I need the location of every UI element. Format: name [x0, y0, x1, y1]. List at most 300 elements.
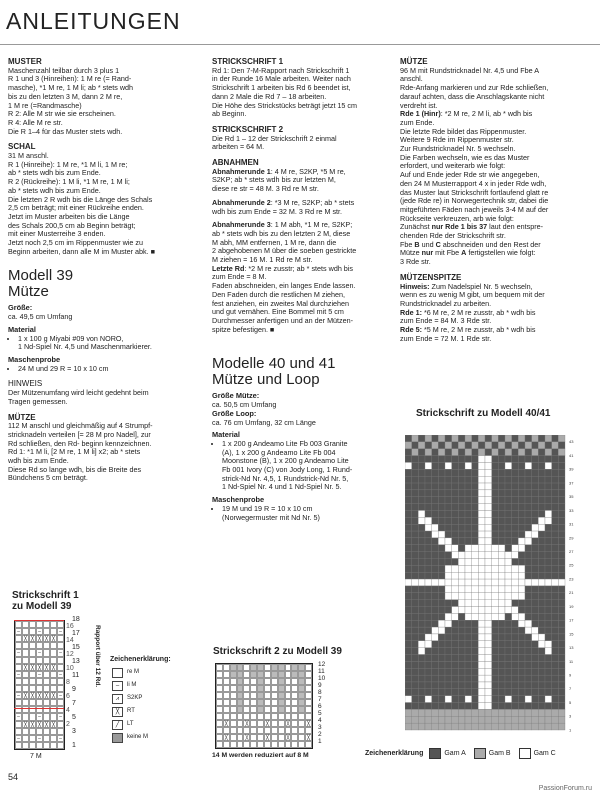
chart2-cell	[223, 671, 230, 678]
text-line: zum Ende = 8 M.	[212, 272, 267, 282]
chart3-cell	[552, 696, 559, 703]
chart3-cell	[512, 668, 519, 675]
chart3-cell	[558, 648, 565, 655]
chart3-cell	[545, 490, 552, 497]
chart3-cell	[465, 661, 472, 668]
chart3-cell	[438, 524, 445, 531]
chart3-cell	[518, 593, 525, 600]
chart2-cell: ╳	[224, 721, 228, 727]
chart1-cell	[15, 664, 22, 671]
chart3-cell	[458, 579, 465, 586]
chart3-cell	[472, 524, 479, 531]
chart3-cell	[498, 517, 505, 524]
chart3-cell	[498, 709, 505, 716]
chart3-cell	[518, 682, 525, 689]
text-line: Diese Rd so lange wdh, bis die Breite des	[8, 464, 142, 474]
chart3-cell	[492, 661, 499, 668]
text-span: *6 M re, 2 M re zusstr, ab * wdh bis	[421, 307, 536, 317]
chart1-row-label: 12	[66, 651, 74, 658]
chart3-cell	[532, 565, 539, 572]
chart3-cell	[405, 531, 412, 538]
chart3-cell	[558, 696, 565, 703]
chart3-cell	[525, 510, 532, 517]
chart3-cell	[478, 709, 485, 716]
text-line: Rd 1: *1 M li, [2 M re, 1 M li] x2; ab * stets	[8, 447, 141, 457]
chart2-row-label: 12	[318, 661, 326, 668]
chart3-cell	[445, 497, 452, 504]
chart3-cell	[452, 607, 459, 614]
chart3-cell	[418, 675, 425, 682]
chart3-cell	[445, 558, 452, 565]
chart3-cell	[525, 456, 532, 463]
chart3-cell	[545, 593, 552, 600]
chart3-cell	[485, 723, 492, 730]
chart3-cell	[412, 435, 419, 442]
text-line: R 4: Alle M re str.	[8, 117, 63, 127]
chart3-cell	[545, 552, 552, 559]
chart3-cell	[465, 476, 472, 483]
chart3-cell	[425, 552, 432, 559]
chart3-cell	[418, 517, 425, 524]
chart3-cell	[545, 469, 552, 476]
chart2-cell	[271, 741, 278, 748]
chart3-cell	[558, 531, 565, 538]
chart3-cell	[538, 675, 545, 682]
chart3-cell	[552, 476, 559, 483]
chart3-cell	[405, 675, 412, 682]
chart3-cell	[432, 565, 439, 572]
chart3-cell	[492, 558, 499, 565]
text-line: Durchmesser anfertigen und an der Mützen-	[212, 315, 354, 325]
chart2-cell	[291, 741, 298, 748]
chart3-cell	[545, 675, 552, 682]
chart3-legend	[365, 748, 556, 759]
text-line: ab * stets wdh bis zum Ende.	[8, 168, 101, 178]
chart3-cell	[518, 709, 525, 716]
legend-row	[112, 731, 171, 744]
chart2-cell	[257, 734, 264, 741]
chart2-cell	[305, 678, 312, 685]
chart3-cell	[465, 696, 472, 703]
chart2-cell	[305, 692, 312, 699]
chart3-cell	[438, 476, 445, 483]
text-line: zum Ende = 84 M. 3 Rde str.	[400, 316, 492, 326]
chart3-cell	[552, 634, 559, 641]
text-line: den 24 M Musterrapport 4 x in jeder Rde wdh,	[400, 178, 547, 188]
chart1-cell	[22, 728, 29, 735]
chart3-cell	[458, 572, 465, 579]
chart3-cell	[405, 538, 412, 545]
chart3-cell	[498, 723, 505, 730]
chart3-cell	[425, 504, 432, 511]
chart3-cell	[545, 682, 552, 689]
chart3-cell	[545, 483, 552, 490]
chart3-cell	[552, 703, 559, 710]
chart3-cell	[445, 483, 452, 490]
chart3-cell	[412, 641, 419, 648]
chart3-cell	[478, 435, 485, 442]
chart3-cell	[538, 634, 545, 641]
chart3-cell	[425, 558, 432, 565]
chart2-cell	[257, 706, 264, 713]
chart3-cell	[532, 579, 539, 586]
chart3-cell	[452, 545, 459, 552]
chart1-cell: ╳	[51, 721, 55, 728]
chart3-cell	[458, 586, 465, 593]
chart3-cell	[432, 545, 439, 552]
text-line: Auf und Ende jeder Rde str wie angegeben,	[400, 170, 540, 180]
chart3-cell	[465, 538, 472, 545]
chart3-cell	[452, 442, 459, 449]
chart3-cell	[452, 689, 459, 696]
chart3-cell	[405, 442, 412, 449]
chart3-cell	[432, 655, 439, 662]
chart3-cell	[478, 476, 485, 483]
chart2-cell	[298, 706, 305, 713]
chart3-cell	[425, 469, 432, 476]
chart3-cell	[552, 456, 559, 463]
chart3-cell	[405, 510, 412, 517]
chart3-cell	[458, 709, 465, 716]
chart3-cell	[485, 682, 492, 689]
chart3-cell	[458, 682, 465, 689]
chart2-cell	[257, 692, 264, 699]
chart1-cell	[15, 728, 22, 735]
chart1-row-label: 6	[66, 693, 70, 700]
chart3-cell	[532, 634, 539, 641]
chart1-cell	[15, 642, 22, 649]
chart2-cell	[250, 734, 257, 741]
chart2-cell	[298, 671, 305, 678]
chart3-cell	[438, 538, 445, 545]
chart3-cell	[472, 723, 479, 730]
chart3-cell	[485, 607, 492, 614]
chart3-cell	[445, 593, 452, 600]
chart1-cell: ╳	[51, 664, 55, 671]
chart3-cell	[445, 709, 452, 716]
chart3-cell	[418, 504, 425, 511]
chart1-cell: –	[57, 692, 64, 699]
chart1-row-label: 9	[72, 686, 76, 693]
chart3-cell	[425, 620, 432, 627]
chart3-cell	[505, 613, 512, 620]
chart3-cell	[405, 709, 412, 716]
chart3-cell	[438, 675, 445, 682]
chart3-cell	[558, 497, 565, 504]
chart3-cell	[445, 504, 452, 511]
chart3-cell	[418, 607, 425, 614]
chart3-row-label: 39	[569, 466, 574, 472]
chart1-legend	[112, 653, 171, 744]
chart3-cell	[478, 586, 485, 593]
chart3-cell	[505, 586, 512, 593]
chart2-cell	[271, 671, 278, 678]
chart3-cell	[525, 572, 532, 579]
chart1-cell	[29, 685, 36, 692]
chart3-cell	[465, 648, 472, 655]
chart3-cell	[518, 435, 525, 442]
maschenprobe-list	[8, 365, 198, 374]
chart3-cell	[525, 627, 532, 634]
chart3-cell	[505, 531, 512, 538]
maschenprobe-item: • 24 M und 29 R = 10 x 10 cm	[18, 365, 198, 374]
chart2-cell	[305, 671, 312, 678]
chart3-cell	[498, 524, 505, 531]
chart3-cell	[558, 600, 565, 607]
chart3-cell	[552, 531, 559, 538]
chart3-cell	[458, 607, 465, 614]
chart1-cell	[50, 728, 57, 735]
chart3-cell	[465, 675, 472, 682]
text-line: M ziehen = 16 M. 1 Rd re M str.	[212, 255, 313, 265]
chart3-cell	[485, 675, 492, 682]
chart3-cell	[492, 497, 499, 504]
chart1-cell	[22, 685, 29, 692]
chart1-cell	[57, 721, 64, 728]
chart1-cell	[29, 671, 36, 678]
chart3-cell	[472, 469, 479, 476]
chart1-cell	[36, 642, 43, 649]
chart3-cell	[558, 634, 565, 641]
chart3-cell	[412, 476, 419, 483]
chart2-cell	[216, 741, 223, 748]
chart3-cell	[525, 613, 532, 620]
legend-row	[112, 692, 171, 705]
text-span: : 1 M abh, *1 M re, S2KP;	[270, 220, 353, 230]
chart3-cell	[498, 627, 505, 634]
chart3-row-label: 35	[569, 494, 574, 500]
chart2-cell	[271, 664, 278, 671]
chart3-cell	[438, 716, 445, 723]
chart2-cell	[257, 678, 264, 685]
chart3-cell	[558, 572, 565, 579]
chart2-cell	[257, 685, 264, 692]
chart2-cell	[223, 727, 230, 734]
text-line: Rückseite verkreuzen, arb wie folgt:	[400, 213, 514, 223]
chart3-cell	[458, 531, 465, 538]
chart3-row-label: 9	[569, 672, 572, 678]
chart3-cell	[405, 476, 412, 483]
chart3-cell	[532, 483, 539, 490]
chart3-cell	[445, 648, 452, 655]
chart3-cell	[458, 675, 465, 682]
text-span: Mütze	[400, 248, 422, 258]
chart2-cell	[250, 685, 257, 692]
chart3-cell	[485, 524, 492, 531]
chart3-cell	[525, 449, 532, 456]
chart3-cell	[485, 600, 492, 607]
text-line: Rd schließen, den Rd- beginn kennzeichnen.	[8, 438, 152, 448]
chart1-cell	[29, 642, 36, 649]
chart1-cell	[22, 742, 29, 749]
chart3-cell	[532, 552, 539, 559]
chart3-cell	[478, 483, 485, 490]
chart3-cell	[512, 634, 519, 641]
text-line: Strickschrift 1 arbeiten bis Rd 6 beendet ist,	[212, 83, 351, 93]
chart2-cell	[305, 664, 312, 671]
chart2-cell	[243, 678, 250, 685]
chart3-cell	[458, 661, 465, 668]
chart1-cell: ╳	[44, 693, 48, 700]
text-span: : *3 M re, S2KP; ab * stets	[270, 197, 355, 207]
chart2-cell	[305, 699, 312, 706]
text-span: Fbe	[400, 239, 415, 249]
chart2-cell	[305, 685, 312, 692]
chart2-cell	[257, 699, 264, 706]
chart3-cell	[425, 627, 432, 634]
chart3-cell	[558, 510, 565, 517]
chart3-cell	[532, 613, 539, 620]
chart3-cell	[438, 641, 445, 648]
text-span: : *2 M re, 2 M li, ab * wdh bis	[440, 109, 533, 119]
chart2-cell	[298, 692, 305, 699]
chart1-cell: ╳	[37, 693, 41, 700]
chart3-cell	[485, 497, 492, 504]
chart3-cell	[452, 517, 459, 524]
chart2-cell	[291, 671, 298, 678]
chart1-cell	[22, 649, 29, 656]
chart3-cell	[458, 504, 465, 511]
chart3-cell	[518, 716, 525, 723]
chart3-cell	[558, 483, 565, 490]
chart3-cell	[412, 524, 419, 531]
chart1-cell	[15, 685, 22, 692]
text-line: arbeiten = 64 M.	[212, 142, 265, 152]
chart3-cell	[438, 579, 445, 586]
chart3-cell	[492, 607, 499, 614]
chart3-cell	[505, 675, 512, 682]
chart3-cell	[485, 579, 492, 586]
chart3-cell	[512, 696, 519, 703]
chart3-cell	[425, 545, 432, 552]
chart3-cell	[412, 504, 419, 511]
chart3-cell	[558, 456, 565, 463]
chart3-cell	[465, 703, 472, 710]
chart3-cell	[445, 661, 452, 668]
chart3-cell	[458, 558, 465, 565]
chart2-cell	[298, 699, 305, 706]
chart1-cell: –	[15, 692, 22, 699]
chart3-cell	[412, 552, 419, 559]
chart3-cell	[505, 709, 512, 716]
chart3-cell	[512, 600, 519, 607]
chart2-cell	[285, 699, 292, 706]
chart1-cell	[29, 699, 36, 706]
chart3-cell	[472, 689, 479, 696]
chart3-cell	[478, 682, 485, 689]
chart2-cell	[230, 706, 237, 713]
chart3-cell	[412, 462, 419, 469]
chart3-row-label: 31	[569, 521, 574, 527]
text-line: masche), *1 M re, 1 M li; ab * stets wdh	[8, 83, 134, 93]
chart3-cell	[558, 538, 565, 545]
chart2-cell	[216, 664, 223, 671]
chart2-cell	[230, 692, 237, 699]
chart2-cell	[216, 685, 223, 692]
chart3-cell	[412, 600, 419, 607]
legend-row	[112, 666, 171, 679]
chart3-cell	[425, 497, 432, 504]
chart2-cell	[291, 664, 298, 671]
chart1-cell	[50, 742, 57, 749]
chart3-cell	[445, 517, 452, 524]
chart3-cell	[438, 565, 445, 572]
chart3-cell	[445, 476, 452, 483]
chart1-cell	[57, 685, 64, 692]
chart1-cell	[22, 621, 29, 628]
chart3-cell	[452, 504, 459, 511]
chart2-cell	[298, 741, 305, 748]
chart3-cell	[532, 655, 539, 662]
chart2-cell	[291, 699, 298, 706]
chart3-cell	[405, 607, 412, 614]
text-line: fest anziehen, ein zweites Mal durchziehen	[212, 298, 350, 308]
chart3-cell	[532, 675, 539, 682]
legend-label: re M	[127, 669, 139, 675]
chart1-cell	[36, 699, 43, 706]
chart2-cell	[298, 727, 305, 734]
chart3-cell	[425, 655, 432, 662]
chart3-cell	[505, 545, 512, 552]
chart3-cell	[492, 572, 499, 579]
chart3-cell	[405, 593, 412, 600]
chart2-cell	[230, 734, 237, 741]
chart2-cell	[257, 671, 264, 678]
chart3-cell	[538, 531, 545, 538]
chart3-cell	[558, 449, 565, 456]
chart2-cell	[223, 713, 230, 720]
chart3-cell	[485, 703, 492, 710]
watermark: PassionForum.ru	[538, 785, 592, 792]
chart3-cell	[512, 716, 519, 723]
chart3-cell	[498, 538, 505, 545]
chart3-cell	[438, 703, 445, 710]
chart1-cell	[50, 649, 57, 656]
chart3-cell	[485, 627, 492, 634]
text-line: (Norwegermuster mit Nd Nr. 5)	[222, 512, 320, 522]
chart3-cell	[472, 545, 479, 552]
chart3-cell	[478, 620, 485, 627]
chart3-cell	[438, 483, 445, 490]
chart2-cell	[237, 692, 244, 699]
chart1-cell: ╳	[30, 721, 34, 728]
text-line: S2KP; ab * stets wdh bis zur letzten M,	[212, 175, 336, 185]
text-line: 112 M anschl und gleichmäßig auf 4 Strumpf-	[8, 421, 153, 431]
chart3-cell	[545, 572, 552, 579]
chart2-cell	[264, 692, 271, 699]
chart2-cell	[278, 734, 285, 741]
chart3-cell	[512, 709, 519, 716]
chart3-cell	[412, 696, 419, 703]
chart3-cell	[558, 524, 565, 531]
chart3-cell	[425, 586, 432, 593]
chart3-cell	[518, 524, 525, 531]
chart3-cell	[472, 648, 479, 655]
chart1-cell	[15, 635, 22, 642]
chart3-cell	[438, 689, 445, 696]
chart2-cell	[298, 685, 305, 692]
chart3-cell	[538, 613, 545, 620]
text-line: 31 M anschl.	[8, 151, 49, 161]
chart3-cell	[412, 675, 419, 682]
chart1-cell: –	[36, 649, 43, 656]
chart3-cell	[518, 655, 525, 662]
chart3-cell	[478, 552, 485, 559]
chart3-cell	[512, 579, 519, 586]
chart3-cell	[512, 456, 519, 463]
chart1-cell	[29, 657, 36, 664]
chart3-cell	[552, 620, 559, 627]
